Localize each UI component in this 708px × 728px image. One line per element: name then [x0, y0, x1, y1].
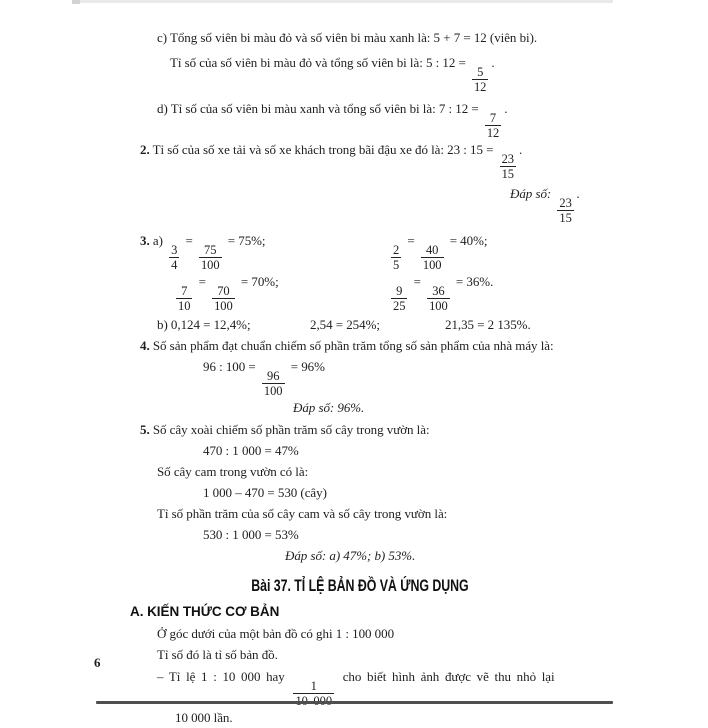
fraction-denominator: 15: [559, 211, 572, 225]
text: .: [504, 101, 508, 116]
exercise-4-answer: [140, 398, 580, 418]
text: = 40%;: [446, 233, 488, 248]
text: .: [491, 55, 495, 70]
fraction-numerator: 7: [181, 284, 188, 298]
fraction: [391, 243, 401, 272]
solution-line-d-ratio: [140, 99, 580, 140]
fraction: [176, 284, 192, 313]
fraction-denominator: 10: [178, 299, 191, 313]
fraction-numerator: 23: [501, 152, 514, 166]
section-title: A. KIẾN THỨC CƠ BẢN: [130, 604, 280, 619]
text: 10 000 lần.: [175, 710, 233, 725]
item-number: 5.: [140, 422, 150, 437]
fraction-numerator: 23: [559, 196, 572, 210]
text: =: [195, 274, 210, 289]
fraction: [421, 243, 444, 272]
item-number: 3.: [140, 233, 150, 248]
equation-9-25: [388, 274, 580, 313]
solution-line-c-ratio: [140, 53, 580, 94]
equation-3-4: [140, 233, 388, 272]
text: Tỉ số của số xe tải và số xe khách trong bãi đậu xe đó là: 23 : 15 =: [149, 142, 497, 157]
fraction-denominator: 100: [214, 299, 233, 313]
text: 530 : 1 000 = 53%: [203, 527, 299, 542]
fraction-denominator: 100: [263, 384, 283, 398]
text: = 36%.: [452, 274, 494, 289]
knowledge-line-2: [140, 645, 580, 665]
text: .: [576, 186, 580, 201]
fraction: [262, 369, 285, 398]
fraction: [472, 65, 488, 94]
text: =: [182, 233, 196, 248]
text: 96 : 100 =: [203, 359, 259, 374]
text: d) Tỉ số của số viên bi màu xanh và tổng số viên bi là: 7 : 12 =: [157, 101, 482, 116]
text: Tỉ số của số viên bi màu đỏ và tổng số viên bi là: 5 : 12 =: [170, 55, 469, 70]
decimal-percent-1: b) 0,124 = 12,4%;: [157, 317, 251, 332]
fraction-denominator: 12: [473, 80, 487, 94]
section-a-heading: [130, 602, 580, 622]
exercise-5-text-2: [140, 462, 580, 482]
fraction: [500, 152, 516, 181]
fraction-numerator: 1: [310, 679, 317, 693]
fraction: [169, 243, 179, 272]
fraction-numerator: 2: [393, 243, 400, 257]
fraction: [557, 196, 573, 225]
fraction: [485, 111, 501, 140]
knowledge-line-1: [140, 624, 580, 644]
fraction-denominator: 4: [171, 258, 178, 272]
fraction-denominator: 12: [486, 126, 500, 140]
text: Số cây xoài chiếm số phần trăm số cây trong vườn là:: [149, 422, 430, 437]
fraction-numerator: 3: [171, 243, 178, 257]
text: Tỉ số đó là tỉ số bản đồ.: [157, 647, 278, 662]
fraction-denominator: 100: [422, 258, 442, 272]
exercise-3a-row-1: [140, 233, 580, 272]
page-bottom-edge-line: [96, 701, 613, 704]
text: Số sản phẩm đạt chuẩn chiếm số phần trăm tổng số sản phẩm của nhà máy là:: [149, 338, 554, 353]
photo-top-edge-corner: [72, 0, 80, 4]
exercise-4-equation: [140, 357, 580, 398]
exercise-3a-row-2: [140, 274, 580, 313]
text: = 70%;: [237, 274, 279, 289]
exercise-5-equation-3: [140, 525, 580, 545]
text: 1 000 – 470 = 530 (cây): [203, 485, 327, 500]
fraction-numerator: 40: [425, 243, 439, 257]
fraction: [391, 284, 407, 313]
text: =: [410, 274, 425, 289]
text: – Tỉ lệ 1 : 10 000 hay: [157, 669, 291, 684]
fraction: [212, 284, 235, 313]
equation-2-5: [388, 233, 580, 272]
text: = 75%;: [224, 233, 266, 248]
answer-label: Đáp số:: [510, 186, 555, 201]
text: Ở góc dưới của một bản đồ có ghi 1 : 100 000: [157, 626, 395, 641]
exercise-2-answer: [140, 184, 580, 225]
equation-7-10: [140, 274, 388, 313]
text: Số cây cam trong vườn có là:: [157, 464, 309, 479]
fraction-numerator: 5: [477, 65, 484, 79]
fraction-numerator: 96: [267, 369, 280, 383]
exercise-5-equation-1: [140, 441, 580, 461]
decimal-percent-3: 21,35 = 2 135%.: [445, 317, 531, 332]
text: =: [404, 233, 418, 248]
photo-top-edge: [72, 0, 613, 3]
fraction: [427, 284, 450, 313]
answer-text: Đáp số: 96%.: [293, 400, 365, 415]
text: c) Tổng số viên bi màu đỏ và số viên bi màu xanh là: 5 + 7 = 12 (viên bi).: [157, 30, 538, 45]
fraction-numerator: 9: [396, 284, 403, 298]
exercise-3b-row: [140, 315, 580, 335]
exercise-2-solution: [140, 140, 580, 181]
exercise-4-statement: [140, 337, 580, 355]
fraction-numerator: 75: [204, 243, 217, 257]
fraction-denominator: 100: [429, 299, 448, 313]
fraction-denominator: 5: [393, 258, 400, 272]
item-number: 4.: [140, 338, 150, 353]
fraction-numerator: 70: [217, 284, 230, 298]
textbook-page-content: [130, 24, 580, 728]
exercise-5-equation-2: [140, 483, 580, 503]
text: Tỉ số phần trăm của số cây cam và số cây trong vườn là:: [157, 506, 448, 521]
decimal-percent-2: 2,54 = 254%;: [310, 317, 380, 332]
text: = 96%: [287, 359, 325, 374]
lesson-title: Bài 37. TỈ LỆ BẢN ĐỒ VÀ ỨNG DỤNG: [251, 576, 469, 595]
text: .: [519, 142, 523, 157]
item-number: 2.: [140, 142, 150, 157]
fraction-denominator: 100: [200, 258, 220, 272]
fraction: [199, 243, 222, 272]
exercise-5-answer: [140, 546, 580, 566]
fraction-denominator: 15: [501, 167, 514, 181]
fraction-numerator: 36: [432, 284, 445, 298]
lesson-heading-wrap: [140, 574, 580, 598]
page-number: 6: [94, 655, 101, 670]
text: a): [149, 233, 167, 248]
exercise-5-statement: [140, 420, 580, 440]
exercise-5-text-3: [140, 504, 580, 524]
text: cho biết hình ảnh được vẽ thu nhỏ lại: [337, 669, 555, 684]
text: 470 : 1 000 = 47%: [203, 443, 299, 458]
solution-line-c-total: [140, 28, 580, 48]
fraction-numerator: 7: [489, 111, 497, 125]
fraction-denominator: 25: [393, 299, 406, 313]
knowledge-line-4: [140, 708, 580, 728]
answer-text: Đáp số: a) 47%; b) 53%.: [285, 548, 416, 563]
